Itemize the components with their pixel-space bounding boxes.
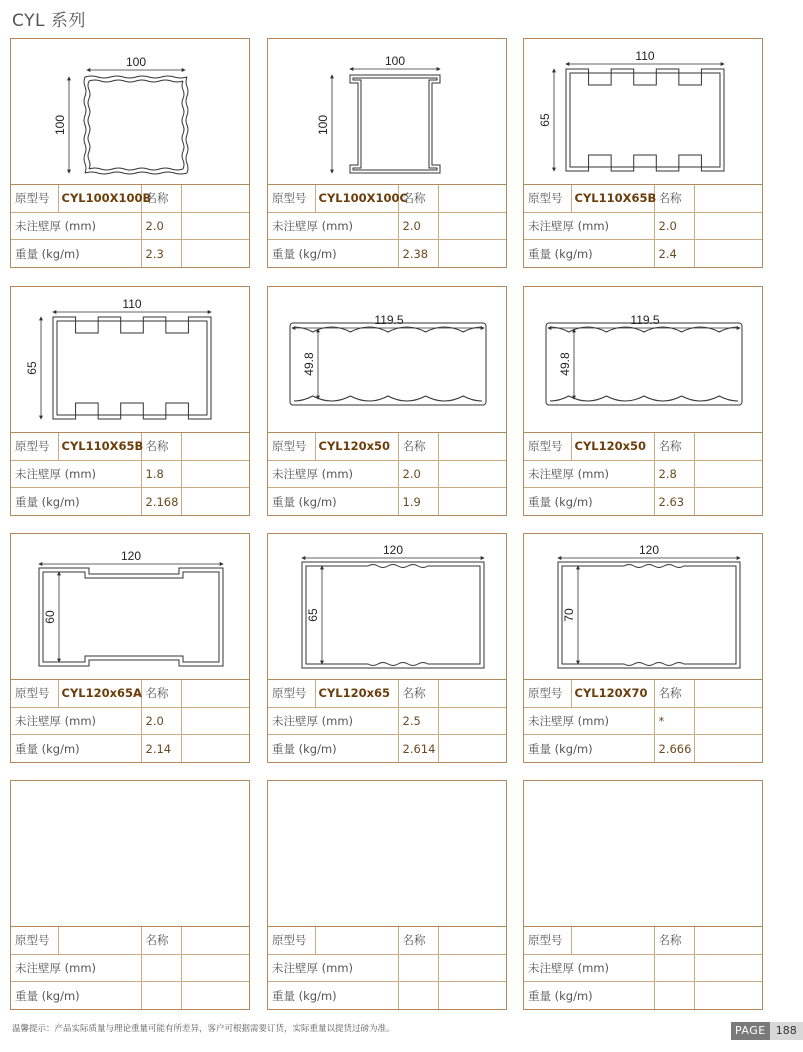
thickness-label: 未注壁厚 (mm) <box>11 460 141 487</box>
model-value: CYL120x50 <box>571 433 654 460</box>
table-row <box>524 212 762 239</box>
thickness-extra <box>438 954 506 981</box>
thickness-value: 2.5 <box>398 707 438 734</box>
profile-drawing <box>524 534 762 680</box>
table-row <box>268 982 506 1009</box>
weight-label: 重量 (kg/m) <box>268 488 398 515</box>
table-row <box>11 433 249 460</box>
table-row <box>268 185 506 212</box>
name-label: 名称 <box>141 927 181 954</box>
table-row <box>11 185 249 212</box>
model-label: 原型号 <box>268 680 315 707</box>
spec-table <box>268 433 506 515</box>
name-value <box>438 680 506 707</box>
dimension-width: 119.5 <box>374 313 404 327</box>
name-label: 名称 <box>141 185 181 212</box>
weight-value <box>654 982 694 1009</box>
thickness-extra <box>181 460 249 487</box>
weight-extra <box>181 982 249 1009</box>
spec-table <box>11 433 249 515</box>
product-card <box>267 38 507 268</box>
name-value <box>694 680 762 707</box>
spec-table <box>268 185 506 267</box>
dimension-width: 110 <box>635 49 655 63</box>
weight-value: 2.38 <box>398 240 438 267</box>
product-card <box>10 533 250 763</box>
weight-label: 重量 (kg/m) <box>524 488 654 515</box>
model-value: CYL120x50 <box>315 433 398 460</box>
name-value <box>694 185 762 212</box>
thickness-extra <box>438 707 506 734</box>
weight-value <box>141 982 181 1009</box>
weight-value: 2.168 <box>141 488 181 515</box>
profile-drawing <box>11 781 249 927</box>
profile-svg <box>11 39 249 185</box>
dimension-height: 65 <box>306 608 320 622</box>
dimension-width: 120 <box>638 543 660 557</box>
table-row <box>524 954 762 981</box>
product-card <box>10 780 250 1010</box>
name-value <box>181 433 249 460</box>
table-row <box>524 707 762 734</box>
spec-table <box>524 927 762 1009</box>
dimension-height: 49.8 <box>558 352 572 376</box>
model-label: 原型号 <box>268 433 315 460</box>
name-label: 名称 <box>654 680 694 707</box>
page-label: PAGE <box>731 1022 770 1040</box>
weight-label: 重量 (kg/m) <box>268 735 398 762</box>
model-value <box>58 927 141 954</box>
thickness-value: * <box>654 707 694 734</box>
thickness-label: 未注壁厚 (mm) <box>524 954 654 981</box>
dimension-height: 49.8 <box>302 352 316 376</box>
profile-svg <box>11 534 249 680</box>
name-label: 名称 <box>141 433 181 460</box>
thickness-value: 2.0 <box>141 707 181 734</box>
table-row <box>268 954 506 981</box>
page-number: 188 <box>770 1022 803 1040</box>
product-card <box>10 286 250 516</box>
thickness-value: 2.0 <box>141 212 181 239</box>
thickness-value <box>398 954 438 981</box>
table-row <box>524 735 762 762</box>
spec-table <box>268 927 506 1009</box>
profile-drawing <box>524 39 762 185</box>
model-label: 原型号 <box>11 680 58 707</box>
weight-extra <box>181 240 249 267</box>
weight-label: 重量 (kg/m) <box>11 982 141 1009</box>
thickness-label: 未注壁厚 (mm) <box>268 212 398 239</box>
weight-extra <box>694 488 762 515</box>
footer-note: 温馨提示：产品实际质量与理论重量可能有所差异，客户可根据需要订货，实际重量以提货过磅为准。 <box>12 1024 395 1034</box>
model-label: 原型号 <box>268 185 315 212</box>
table-row <box>11 212 249 239</box>
dimension-height: 65 <box>25 361 39 375</box>
table-row <box>11 954 249 981</box>
model-value: CYL110X65B <box>571 185 654 212</box>
table-row <box>11 460 249 487</box>
table-row <box>268 927 506 954</box>
weight-value: 2.14 <box>141 735 181 762</box>
profile-drawing <box>11 39 249 185</box>
thickness-extra <box>181 212 249 239</box>
spec-table <box>524 185 762 267</box>
name-value <box>694 927 762 954</box>
table-row <box>268 433 506 460</box>
name-label: 名称 <box>141 680 181 707</box>
name-value <box>438 927 506 954</box>
weight-label: 重量 (kg/m) <box>11 240 141 267</box>
weight-label: 重量 (kg/m) <box>11 488 141 515</box>
table-row <box>11 735 249 762</box>
thickness-label: 未注壁厚 (mm) <box>268 954 398 981</box>
table-row <box>11 927 249 954</box>
thickness-extra <box>694 707 762 734</box>
model-value: CYL120X70 <box>571 680 654 707</box>
weight-extra <box>694 982 762 1009</box>
page-title: CYL 系列 <box>12 11 86 31</box>
dimension-width: 110 <box>122 297 142 311</box>
table-row <box>524 927 762 954</box>
thickness-label: 未注壁厚 (mm) <box>268 460 398 487</box>
dimension-height: 65 <box>538 113 552 127</box>
weight-label: 重量 (kg/m) <box>268 240 398 267</box>
profile-svg <box>524 534 762 680</box>
thickness-extra <box>438 460 506 487</box>
spec-table <box>11 185 249 267</box>
thickness-label: 未注壁厚 (mm) <box>11 954 141 981</box>
model-value: CYL100X100C <box>315 185 398 212</box>
name-label: 名称 <box>654 185 694 212</box>
name-value <box>438 185 506 212</box>
table-row <box>268 460 506 487</box>
name-label: 名称 <box>398 185 438 212</box>
profile-drawing <box>11 287 249 433</box>
dimension-width: 100 <box>125 55 147 69</box>
thickness-label: 未注壁厚 (mm) <box>268 707 398 734</box>
thickness-label: 未注壁厚 (mm) <box>524 707 654 734</box>
weight-value: 2.63 <box>654 488 694 515</box>
model-value: CYL120x65A <box>58 680 141 707</box>
table-row <box>11 488 249 515</box>
weight-extra <box>181 488 249 515</box>
table-row <box>268 240 506 267</box>
model-label: 原型号 <box>11 185 58 212</box>
profile-drawing <box>268 39 506 185</box>
model-value <box>315 927 398 954</box>
profile-drawing <box>268 287 506 433</box>
table-row <box>524 460 762 487</box>
table-row <box>524 488 762 515</box>
profile-svg <box>524 39 762 185</box>
table-row <box>268 680 506 707</box>
profile-drawing <box>11 534 249 680</box>
weight-extra <box>438 982 506 1009</box>
product-card <box>267 533 507 763</box>
profile-drawing <box>268 534 506 680</box>
thickness-label: 未注壁厚 (mm) <box>524 460 654 487</box>
weight-label: 重量 (kg/m) <box>524 240 654 267</box>
thickness-extra <box>181 954 249 981</box>
thickness-value: 1.8 <box>141 460 181 487</box>
spec-table <box>11 680 249 762</box>
profile-svg <box>268 287 506 433</box>
weight-extra <box>694 240 762 267</box>
thickness-value: 2.8 <box>654 460 694 487</box>
profile-svg <box>11 287 249 433</box>
weight-value: 2.666 <box>654 735 694 762</box>
thickness-extra <box>181 707 249 734</box>
weight-label: 重量 (kg/m) <box>268 982 398 1009</box>
profile-drawing <box>524 781 762 927</box>
profile-svg <box>268 39 506 185</box>
name-label: 名称 <box>398 927 438 954</box>
thickness-label: 未注壁厚 (mm) <box>11 212 141 239</box>
table-row <box>524 680 762 707</box>
weight-label: 重量 (kg/m) <box>524 735 654 762</box>
thickness-label: 未注壁厚 (mm) <box>11 707 141 734</box>
spec-table <box>268 680 506 762</box>
table-row <box>524 185 762 212</box>
product-card <box>523 286 763 516</box>
dimension-height: 60 <box>43 610 57 624</box>
table-row <box>11 680 249 707</box>
model-label: 原型号 <box>524 433 571 460</box>
weight-value: 2.3 <box>141 240 181 267</box>
name-value <box>181 680 249 707</box>
table-row <box>11 707 249 734</box>
page-indicator <box>731 1022 803 1040</box>
weight-extra <box>438 735 506 762</box>
spec-table <box>524 433 762 515</box>
name-label: 名称 <box>654 927 694 954</box>
weight-value <box>398 982 438 1009</box>
profile-drawing <box>524 287 762 433</box>
dimension-width: 120 <box>120 549 142 563</box>
name-label: 名称 <box>654 433 694 460</box>
name-value <box>438 433 506 460</box>
model-label: 原型号 <box>11 433 58 460</box>
table-row <box>268 707 506 734</box>
weight-extra <box>438 240 506 267</box>
dimension-width: 119.5 <box>630 313 660 327</box>
thickness-extra <box>438 212 506 239</box>
name-label: 名称 <box>398 680 438 707</box>
weight-value: 1.9 <box>398 488 438 515</box>
product-card <box>523 533 763 763</box>
weight-value: 2.4 <box>654 240 694 267</box>
weight-extra <box>181 735 249 762</box>
dimension-height: 70 <box>562 608 576 622</box>
name-value <box>181 185 249 212</box>
model-label: 原型号 <box>524 185 571 212</box>
product-card <box>523 780 763 1010</box>
name-value <box>694 433 762 460</box>
table-row <box>268 212 506 239</box>
thickness-extra <box>694 954 762 981</box>
model-value: CYL110X65B <box>58 433 141 460</box>
model-label: 原型号 <box>524 927 571 954</box>
dimension-width: 120 <box>382 543 404 557</box>
model-label: 原型号 <box>524 680 571 707</box>
thickness-value: 2.0 <box>654 212 694 239</box>
table-row <box>524 240 762 267</box>
dimension-width: 100 <box>384 54 406 68</box>
product-card <box>10 38 250 268</box>
model-value <box>571 927 654 954</box>
profile-svg <box>524 287 762 433</box>
thickness-value: 2.0 <box>398 460 438 487</box>
name-value <box>181 927 249 954</box>
thickness-extra <box>694 460 762 487</box>
dimension-height: 100 <box>316 114 330 136</box>
product-card <box>267 286 507 516</box>
thickness-label: 未注壁厚 (mm) <box>524 212 654 239</box>
table-row <box>524 433 762 460</box>
profile-svg <box>268 534 506 680</box>
profile-drawing <box>268 781 506 927</box>
thickness-value: 2.0 <box>398 212 438 239</box>
weight-extra <box>694 735 762 762</box>
thickness-value <box>141 954 181 981</box>
table-row <box>524 982 762 1009</box>
model-value: CYL100X100B <box>58 185 141 212</box>
name-label: 名称 <box>398 433 438 460</box>
thickness-extra <box>694 212 762 239</box>
table-row <box>268 488 506 515</box>
table-row <box>11 240 249 267</box>
weight-label: 重量 (kg/m) <box>524 982 654 1009</box>
weight-extra <box>438 488 506 515</box>
model-value: CYL120x65 <box>315 680 398 707</box>
product-card <box>267 780 507 1010</box>
spec-table <box>11 927 249 1009</box>
table-row <box>268 735 506 762</box>
product-card <box>523 38 763 268</box>
weight-value: 2.614 <box>398 735 438 762</box>
weight-label: 重量 (kg/m) <box>11 735 141 762</box>
model-label: 原型号 <box>268 927 315 954</box>
model-label: 原型号 <box>11 927 58 954</box>
thickness-value <box>654 954 694 981</box>
table-row <box>11 982 249 1009</box>
spec-table <box>524 680 762 762</box>
dimension-height: 100 <box>53 114 67 136</box>
